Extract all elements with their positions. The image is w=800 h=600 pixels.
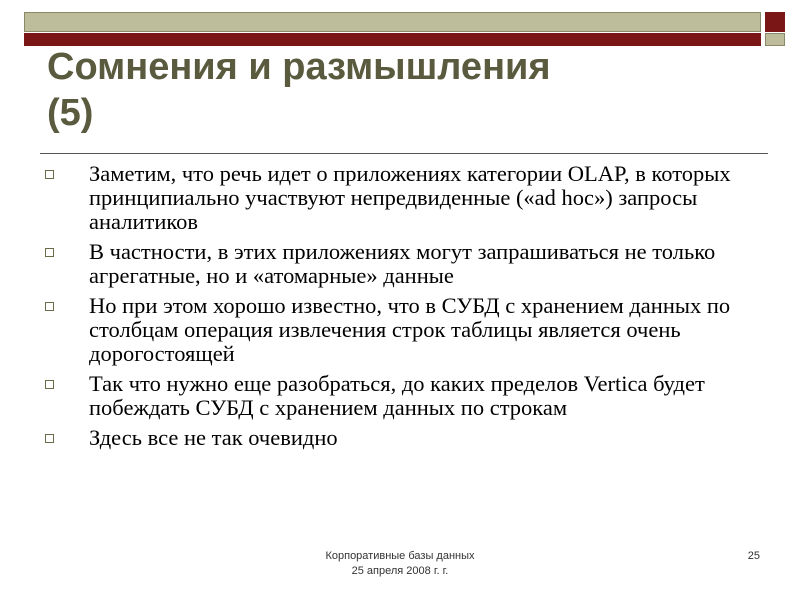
title-divider xyxy=(40,153,768,154)
footer-course: Корпоративные базы данных xyxy=(325,550,475,562)
bullet-item xyxy=(45,372,765,420)
bullet-item xyxy=(45,240,765,288)
page-number: 25 xyxy=(747,550,760,562)
bullet-text: Так что нужно еще разобраться, до каких пределов Vertica будет побеждать СУБД с хранением данных по строкам xyxy=(89,371,705,420)
slide-title-line1: Сомнения и размышления xyxy=(47,46,551,88)
square-bullet-icon xyxy=(45,302,54,311)
header-square-olive xyxy=(765,33,785,46)
square-bullet-icon xyxy=(45,170,54,179)
square-bullet-icon xyxy=(45,380,54,389)
footer-date: 25 апреля 2008 г. г. xyxy=(351,565,449,577)
bullet-item xyxy=(45,162,765,234)
bullet-text: В частности, в этих приложениях могут запрашиваться не только агрегатные, но и «атомарные» данные xyxy=(89,239,716,288)
bullet-item xyxy=(45,426,765,450)
bullet-list xyxy=(45,162,765,456)
bullet-text: Здесь все не так очевидно xyxy=(89,425,338,450)
slide-title xyxy=(47,44,747,136)
slide-footer xyxy=(200,549,600,579)
slide-title-line2: (5) xyxy=(47,92,94,134)
header-square-red xyxy=(765,12,785,32)
bullet-item xyxy=(45,294,765,366)
square-bullet-icon xyxy=(45,248,54,257)
header-bar-olive xyxy=(24,12,761,32)
bullet-text: Заметим, что речь идет о приложениях категории OLAP, в которых принципиально участвуют непредвиденные («ad hoc») запросы аналитиков xyxy=(89,161,731,234)
bullet-text: Но при этом хорошо известно, что в СУБД с хранением данных по столбцам операция извлечения строк таблицы является очень дорогостоящей xyxy=(89,293,731,366)
square-bullet-icon xyxy=(45,434,54,443)
